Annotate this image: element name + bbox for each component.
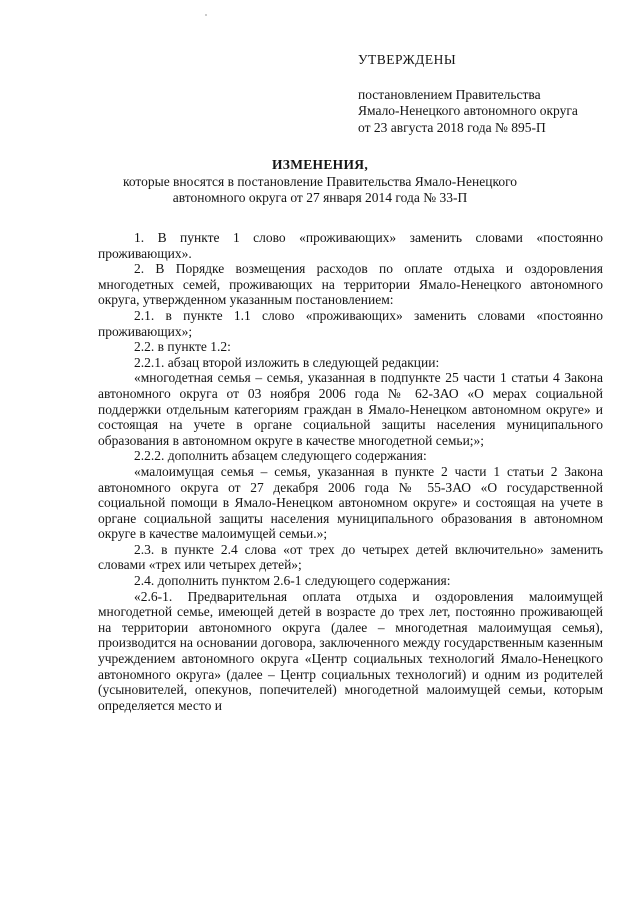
approval-stamp: УТВЕРЖДЕНЫ [358, 52, 457, 67]
paragraph: 2.2.2. дополнить абзацем следующего содержания: [134, 448, 427, 464]
heading-line: которые вносятся в постановление Правительства Ямало-Ненецкого [122, 173, 518, 189]
paragraph: 2.2.1. абзац второй изложить в следующей редакции: [134, 354, 440, 370]
document-heading [90, 157, 550, 207]
paragraph: «малоимущая семья – семья, указанная в пункте 2 части 1 статьи 2 Закона автономного округа от 27 декабря 2006 года № 55-ЗАО «О государственной социальной помощи в Ямало-Ненецком автономном округе» и состоящая на учете в органе социальной защиты населения муниципального образования в автономном округе в качестве малоимущей семьи.»; [98, 463, 603, 542]
scan-speck [205, 14, 207, 16]
document-title: ИЗМЕНЕНИЯ, [271, 157, 368, 172]
paragraph: 2.2. в пункте 1.2: [134, 339, 231, 355]
paragraph: «2.6-1. Предварительная оплата отдыха и оздоровления малоимущей многодетной семье, имеющей детей в возрасте до трех лет, постоянно проживающей на территории автономного округа (далее – многодетная малоимущая семья), производится на основании договора, заключенного между государственным казенным учреждением автономного округа «Центр социальных технологий Ямало-Ненецкого автономного округа» (далее – Центр социальных технологий) и одним из родителей (усыновителей, опекунов, попечителей) многодетной малоимущей семьи, которым определяется место и [98, 588, 603, 713]
heading-line: автономного округа от 27 января 2014 года № 33-П [172, 190, 468, 205]
document-body [98, 230, 603, 713]
approval-line: от 23 августа 2018 года № 895-П [358, 119, 546, 135]
approval-line: постановлением Правительства [358, 86, 541, 102]
paragraph: 2.1. в пункте 1.1 слово «проживающих» заменить словами «постоянно проживающих»; [98, 307, 603, 339]
paragraph: 2.4. дополнить пунктом 2.6-1 следующего содержания: [134, 573, 451, 589]
approval-block [358, 52, 628, 136]
paragraph: 1. В пункте 1 слово «проживающих» заменить словами «постоянно проживающих». [98, 230, 603, 261]
paragraph: 2.3. в пункте 2.4 слова «от трех до четырех детей включительно» заменить словами «трех или четырех детей»; [98, 541, 603, 573]
paragraph: 2. В Порядке возмещения расходов по оплате отдыха и оздоровления многодетных семей, проживающих на территории Ямало-Ненецкого автономного округа, утвержденном указанным постановлением: [98, 261, 603, 308]
approval-line: Ямало-Ненецкого автономного округа [358, 103, 578, 118]
paragraph: «многодетная семья – семья, указанная в подпункте 25 части 1 статьи 4 Закона автономного округа от 03 ноября 2006 года № 62-ЗАО «О мерах социальной поддержки отдельным категориям граждан в Ямало-Ненецком автономном округе» и состоящая на учете в органе социальной защиты населения муниципального образования в автономном округе в качестве многодетной семьи;»; [98, 370, 603, 448]
